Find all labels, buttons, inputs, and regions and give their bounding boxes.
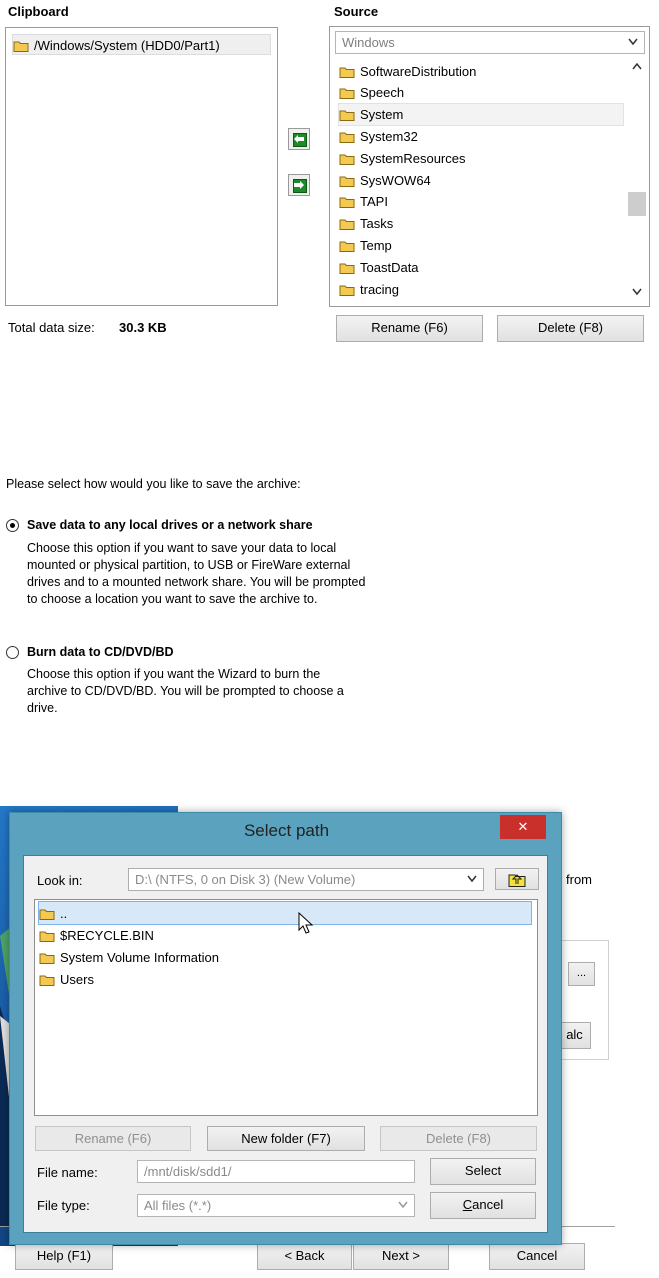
background-browse-button[interactable]: ...	[568, 962, 595, 986]
list-item[interactable]	[339, 82, 623, 104]
select-path-dialog	[9, 812, 562, 1245]
list-item-label: System Volume Information	[60, 949, 219, 965]
file-name-input[interactable]	[137, 1160, 415, 1183]
rename-button[interactable]: Rename (F6)	[336, 315, 483, 342]
total-size-value: 30.3 KB	[119, 320, 167, 335]
save-prompt: Please select how would you like to save the archive:	[6, 477, 301, 491]
look-in-label: Look in:	[37, 873, 83, 888]
list-item-label: $RECYCLE.BIN	[60, 927, 154, 943]
list-item[interactable]	[39, 902, 531, 924]
list-item-label: SoftwareDistribution	[360, 63, 477, 79]
up-folder-button[interactable]	[495, 868, 539, 890]
list-item[interactable]	[39, 946, 531, 968]
background-calc-button[interactable]: alc	[558, 1022, 591, 1049]
list-item-label: Users	[60, 971, 94, 987]
arrow-right-icon	[294, 181, 304, 189]
source-title: Source	[334, 4, 379, 19]
list-item[interactable]	[339, 278, 623, 300]
look-in-dropdown[interactable]	[128, 868, 484, 891]
source-list[interactable]	[335, 58, 627, 302]
list-item[interactable]	[39, 924, 531, 946]
list-item-label: SysWOW64	[360, 172, 431, 188]
radio-save-local[interactable]	[6, 519, 19, 532]
clipboard-title: Clipboard	[8, 4, 69, 19]
folder-icon	[339, 240, 355, 252]
list-item[interactable]	[339, 191, 623, 213]
folder-icon	[39, 930, 55, 942]
new-folder-button[interactable]: New folder (F7)	[207, 1126, 365, 1151]
list-item[interactable]	[339, 234, 623, 256]
list-item[interactable]	[339, 125, 623, 147]
clipboard-list[interactable]	[5, 27, 278, 306]
delete-button[interactable]: Delete (F8)	[497, 315, 644, 342]
list-item[interactable]	[339, 147, 623, 169]
list-item[interactable]	[339, 213, 623, 235]
source-dropdown-value: Windows	[342, 35, 395, 50]
folder-icon	[13, 40, 29, 52]
total-size-label: Total data size:	[8, 320, 95, 335]
scroll-thumb[interactable]	[628, 192, 646, 216]
folder-icon	[339, 196, 355, 208]
chevron-down-icon	[467, 875, 477, 883]
file-type-dropdown[interactable]	[137, 1194, 415, 1217]
list-item-label: System32	[360, 129, 418, 145]
source-dropdown[interactable]	[335, 31, 645, 54]
dialog-title: Select path	[243, 821, 330, 840]
list-item[interactable]	[339, 104, 623, 126]
source-panel	[329, 26, 650, 307]
close-icon: ✕	[517, 819, 529, 834]
help-button[interactable]: Help (F1)	[15, 1243, 113, 1270]
scroll-down-icon[interactable]	[632, 288, 642, 296]
option-save-local-title[interactable]: Save data to any local drives or a network share	[27, 518, 313, 532]
dialog-rename-button: Rename (F6)	[35, 1126, 191, 1151]
list-item-label: tracing	[360, 281, 400, 297]
list-item-label: Temp	[360, 238, 392, 254]
folder-icon	[339, 66, 355, 78]
list-item-label: System	[360, 107, 404, 123]
file-type-value: All files (*.*)	[144, 1198, 212, 1213]
list-item-label: SystemResources	[360, 150, 466, 166]
radio-burn-disc[interactable]	[6, 646, 19, 659]
source-scrollbar[interactable]	[627, 58, 647, 302]
list-item-label: ..	[60, 905, 68, 921]
list-item-label: TAPI	[360, 194, 388, 210]
remove-from-clipboard-button[interactable]	[288, 174, 310, 196]
next-button[interactable]: Next >	[353, 1243, 449, 1270]
list-item[interactable]	[339, 169, 623, 191]
list-item[interactable]	[339, 60, 623, 82]
list-item[interactable]	[39, 968, 531, 990]
list-item-label: /Windows/System (HDD0/Part1)	[34, 38, 220, 54]
option-burn-disc-title[interactable]: Burn data to CD/DVD/BD	[27, 645, 174, 659]
arrow-left-icon	[294, 135, 304, 143]
folder-icon	[39, 974, 55, 986]
dialog-delete-button: Delete (F8)	[380, 1126, 537, 1151]
list-item[interactable]	[12, 34, 271, 55]
dialog-close-button[interactable]	[500, 815, 546, 839]
folder-icon	[339, 284, 355, 296]
up-folder-icon	[508, 873, 526, 887]
file-name-value: /mnt/disk/sdd1/	[144, 1164, 232, 1179]
scroll-up-icon[interactable]	[632, 63, 642, 71]
mouse-cursor-icon	[298, 912, 314, 936]
file-type-label: File type:	[37, 1198, 90, 1213]
folder-icon	[39, 952, 55, 964]
dialog-cancel-button[interactable]: Cancel	[430, 1192, 536, 1219]
add-to-clipboard-button[interactable]	[288, 128, 310, 150]
folder-icon	[339, 262, 355, 274]
list-item-label: ToastData	[360, 259, 419, 275]
folder-icon	[39, 908, 55, 920]
option-burn-disc-desc: Choose this option if you want the Wizard to burn the archive to CD/DVD/BD. You will be prompted to choose a drive.	[27, 667, 344, 715]
folder-icon	[339, 87, 355, 99]
from-text: from	[566, 872, 592, 887]
cancel-button[interactable]: Cancel	[489, 1243, 585, 1270]
look-in-value: D:\ (NTFS, 0 on Disk 3) (New Volume)	[135, 872, 356, 887]
file-list[interactable]	[34, 899, 538, 1116]
folder-icon	[339, 109, 355, 121]
list-item-label: Speech	[360, 85, 405, 101]
back-button[interactable]: < Back	[257, 1243, 352, 1270]
chevron-down-icon	[398, 1201, 408, 1209]
option-save-local-desc: Choose this option if you want to save your data to local mounted or physical partition, to USB or FireWare external drives and to a mounted network share. You will be prompted to choose a location you want to save the archive to.	[27, 541, 366, 606]
file-name-label: File name:	[37, 1165, 98, 1180]
chevron-down-icon	[628, 38, 638, 46]
list-item-label: Tasks	[360, 216, 394, 232]
list-item[interactable]	[339, 256, 623, 278]
folder-icon	[339, 153, 355, 165]
folder-icon	[339, 131, 355, 143]
folder-icon	[339, 218, 355, 230]
folder-icon	[339, 175, 355, 187]
dialog-body	[23, 855, 548, 1233]
select-button[interactable]: Select	[430, 1158, 536, 1185]
